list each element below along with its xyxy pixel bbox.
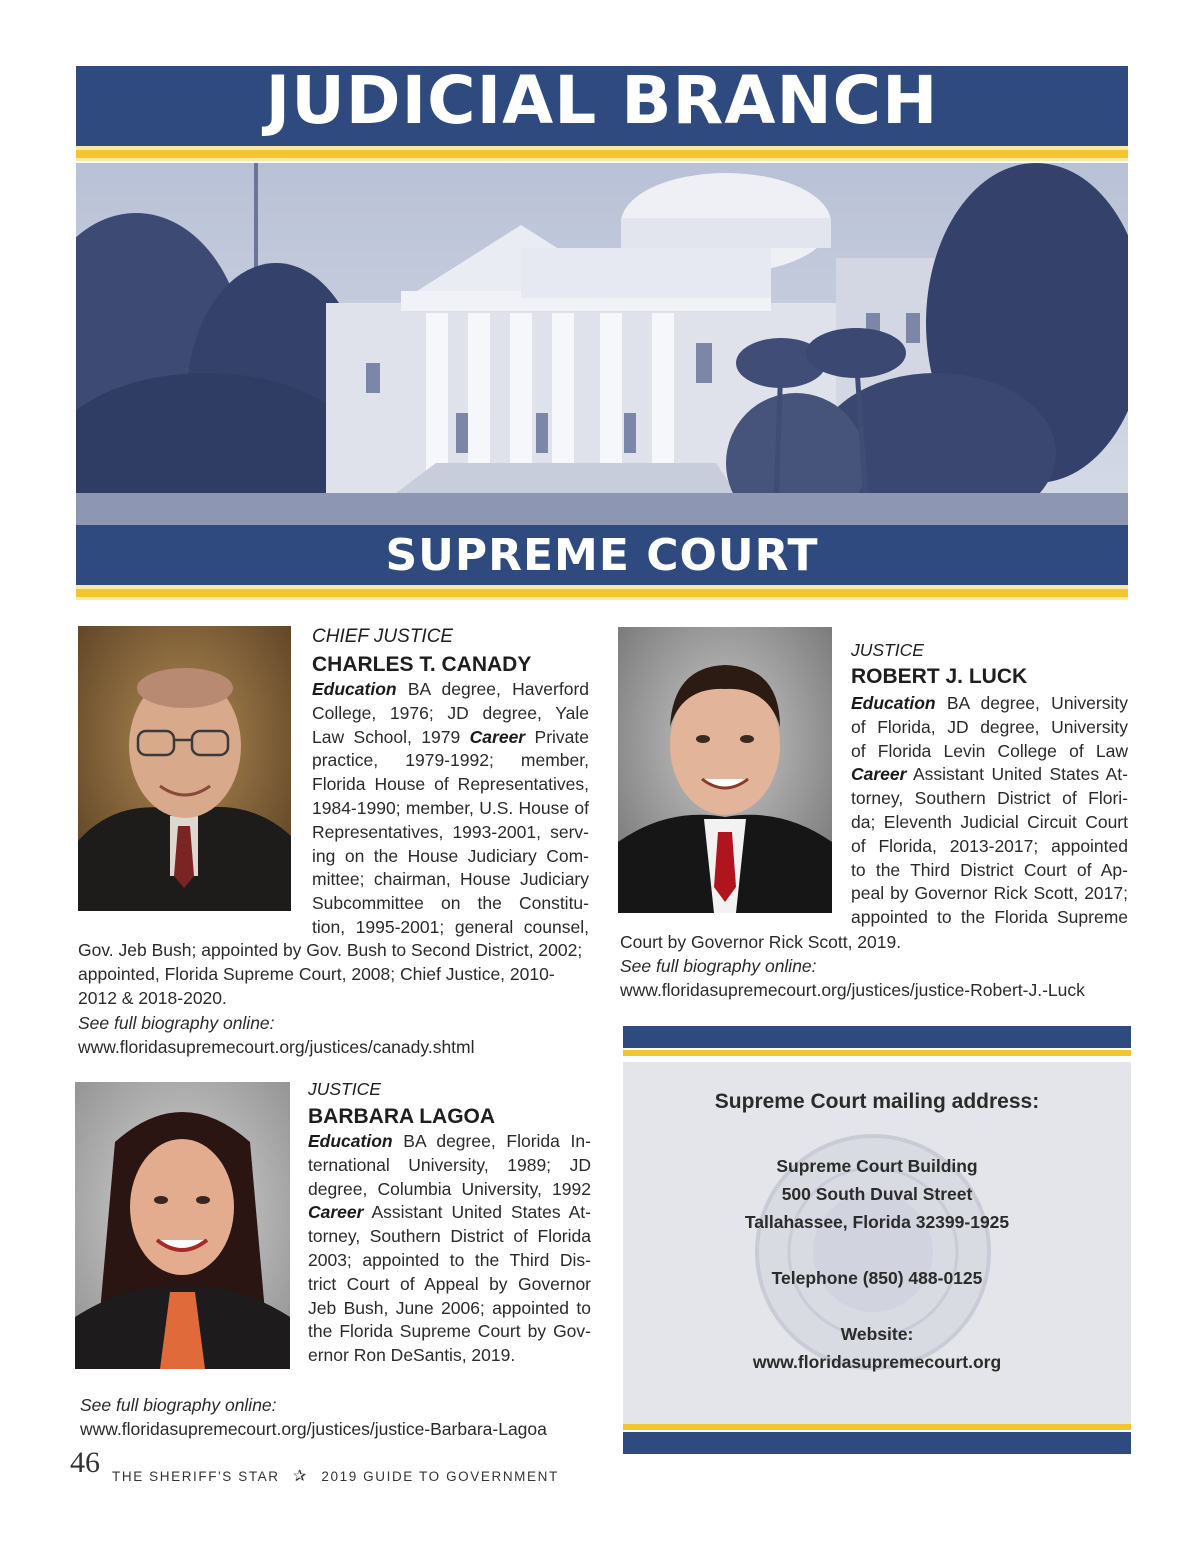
bio-line: [851, 906, 1128, 930]
bio-line: [312, 678, 589, 702]
luck-see-more: See full biography online:: [620, 956, 817, 977]
bio-text: Florida House of Representatives,: [312, 774, 589, 795]
lagoa-bio-lines: [308, 1130, 591, 1368]
bio-line: [308, 1201, 591, 1225]
address-website-link[interactable]: www.floridasupremecourt.org: [752, 1352, 1002, 1372]
bio-text: the Florida Supreme Court by Gov-: [308, 1321, 591, 1342]
bio-text: mittee; chairman, House Judiciary: [312, 869, 589, 890]
bio-line: [851, 859, 1128, 883]
bio-text: Law School, 1979: [312, 726, 470, 747]
bio-label: Career: [469, 726, 526, 747]
bio-line: [851, 811, 1128, 835]
address-bottom-bar: [623, 1432, 1131, 1454]
canady-name: CHARLES T. CANADY: [312, 653, 532, 676]
address-line-3: Tallahassee, Florida 32399-1925: [744, 1212, 1010, 1232]
bio-text: BA degree, University: [935, 693, 1128, 713]
gold-stripe: [76, 589, 1128, 597]
bio-text: 2003; appointed to the Third Dis-: [308, 1249, 591, 1270]
bio-line: [312, 821, 589, 845]
bio-text: Representatives, 1993-2001, serv-: [312, 821, 589, 842]
address-line-1: Supreme Court Building: [776, 1156, 978, 1176]
bio-text: BA degree, Florida In-: [392, 1131, 591, 1151]
bio-line: [308, 1249, 591, 1273]
bio-line: [851, 716, 1128, 740]
bio-line: [308, 1225, 591, 1249]
bio-line: [308, 1320, 591, 1344]
canady-biography-link[interactable]: www.floridasupremecourt.org/justices/canady.shtml: [78, 1036, 475, 1057]
bio-text: of Florida, 2013-2017; appointed: [851, 835, 1128, 856]
luck-bio-wide-lines: [620, 930, 1140, 954]
canady-see-more: See full biography online:: [78, 1012, 275, 1033]
supreme-court-building-photo: [76, 163, 1128, 525]
bio-text: torney, Southern District of Florida: [308, 1226, 591, 1247]
bio-line: Gov. Jeb Bush; appointed by Gov. Bush to Second District, 2002;: [78, 940, 583, 960]
lagoa-biography-link[interactable]: www.floridasupremecourt.org/justices/justice-Barbara-Lagoa: [80, 1419, 547, 1440]
bio-line: [312, 749, 589, 773]
lagoa-name: BARBARA LAGOA: [308, 1105, 496, 1128]
bio-line: [851, 740, 1128, 764]
address-heading: Supreme Court mailing address:: [714, 1090, 1040, 1113]
bio-text: appointed to the Florida Supreme: [851, 907, 1128, 928]
bio-line: 2012 & 2018-2020.: [78, 988, 227, 1009]
bio-line: [308, 1130, 591, 1154]
luck-bio: [851, 692, 1128, 930]
bio-line: appointed, Florida Supreme Court, 2008; Chief Justice, 2010-: [78, 964, 555, 985]
canady-bio-lines: [312, 678, 589, 940]
bio-line: [308, 1178, 591, 1202]
lagoa-see-more: See full biography online:: [80, 1395, 277, 1415]
bio-label: Career: [851, 764, 907, 785]
lagoa-bio: [308, 1130, 591, 1368]
bio-line: [308, 1344, 591, 1368]
canady-bio: [312, 678, 589, 940]
bio-text: ternational University, 1989; JD: [308, 1154, 591, 1175]
address-top-bar: [623, 1026, 1131, 1048]
bio-text: da; Eleventh Judicial Circuit Court: [851, 811, 1128, 832]
bio-text: BA degree, Haverford: [396, 679, 589, 699]
bio-text: Jeb Bush, June 2006; appointed to: [308, 1297, 591, 1318]
bio-text: Private: [525, 726, 590, 747]
lagoa-bio-continued: [80, 1393, 600, 1441]
bio-text: ernor Ron DeSantis, 2019.: [308, 1345, 516, 1366]
address-box: [623, 1062, 1131, 1430]
bio-text: Assistant United States At-: [363, 1202, 591, 1223]
bio-line: [312, 868, 589, 892]
canady-bio-wide-lines: [78, 938, 598, 1011]
page-title: JUDICIAL BRANCH: [265, 62, 939, 139]
luck-name: ROBERT J. LUCK: [851, 665, 1028, 688]
bio-line: [851, 787, 1128, 811]
bio-line: [312, 797, 589, 821]
bio-label: Education: [851, 693, 936, 713]
address-gold-stripe-bottom: [623, 1424, 1131, 1430]
bio-text: to the Third District Court of Ap-: [851, 859, 1128, 880]
bio-line: [851, 882, 1128, 906]
address-gold-stripe: [623, 1050, 1131, 1056]
address-telephone: Telephone (850) 488-0125: [771, 1268, 983, 1288]
bio-text: peal by Governor Rick Scott, 2017;: [851, 883, 1128, 904]
luck-biography-link[interactable]: www.floridasupremecourt.org/justices/justice-Robert-J.-Luck: [620, 980, 1085, 1001]
address-website-label: Website:: [840, 1324, 914, 1344]
star-icon: ✰: [293, 1468, 309, 1485]
bio-text: trict Court of Appeal by Governor: [308, 1273, 591, 1294]
bio-label: Education: [308, 1131, 393, 1151]
bio-text: degree, Columbia University, 1992: [308, 1178, 591, 1199]
bio-text: practice, 1979-1992; member,: [312, 750, 589, 771]
bio-line: [312, 773, 589, 797]
footer-publication: [112, 1466, 559, 1486]
bio-text: College, 1976; JD degree, Yale: [312, 702, 589, 723]
bio-line: [851, 692, 1128, 716]
bio-text: 1984-1990; member, U.S. House of: [312, 797, 589, 818]
luck-role: JUSTICE: [851, 640, 924, 660]
canady-role: CHIEF JUSTICE: [312, 626, 454, 647]
luck-bio-lines: [851, 692, 1128, 930]
address-line-2: 500 South Duval Street: [781, 1184, 973, 1204]
gold-stripe-highlight: [76, 597, 1128, 600]
bio-text: of Florida, JD degree, University: [851, 716, 1128, 737]
guide-name: 2019 GUIDE TO GOVERNMENT: [321, 1469, 559, 1484]
bio-label: Education: [312, 679, 397, 699]
lagoa-portrait: [75, 1082, 290, 1369]
bio-line: [308, 1297, 591, 1321]
bio-text: tion, 1995-2001; general counsel,: [312, 916, 589, 937]
bio-text: of Florida Levin College of Law: [851, 740, 1128, 761]
bio-line: Court by Governor Rick Scott, 2019.: [620, 932, 902, 952]
page-number: 46: [70, 1446, 100, 1479]
bio-text: Assistant United States At-: [906, 764, 1128, 785]
section-title: SUPREME COURT: [385, 530, 819, 581]
luck-bio-continued: [620, 930, 1140, 1003]
canady-portrait: [78, 626, 291, 911]
bio-line: [312, 845, 589, 869]
bio-line: [851, 763, 1128, 787]
bio-line: [312, 892, 589, 916]
luck-portrait: [618, 627, 832, 913]
canady-bio-continued: [78, 938, 598, 1059]
bio-label: Career: [308, 1202, 364, 1223]
bio-line: [312, 702, 589, 726]
bio-line: [312, 726, 589, 750]
bio-line: [312, 916, 589, 940]
lagoa-role: JUSTICE: [308, 1079, 381, 1099]
gold-stripe: [76, 150, 1128, 158]
gold-stripe-highlight: [76, 158, 1128, 161]
bio-line: [308, 1154, 591, 1178]
bio-line: [851, 835, 1128, 859]
bio-text: ing on the House Judiciary Com-: [312, 845, 589, 866]
bio-text: torney, Southern District of Flori-: [851, 788, 1128, 809]
bio-line: [308, 1273, 591, 1297]
bio-text: Subcommittee on the Constitu-: [312, 893, 589, 914]
publication-name: THE SHERIFF'S STAR: [112, 1469, 280, 1484]
